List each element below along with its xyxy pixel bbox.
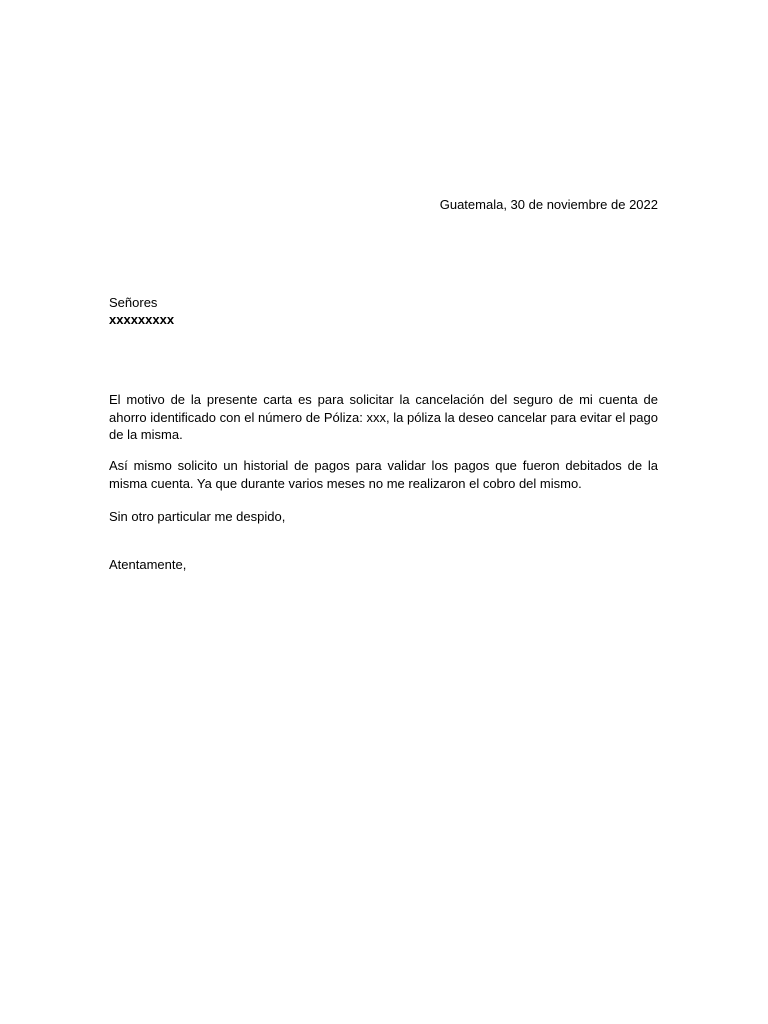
paragraph-farewell: Sin otro particular me despido, [109, 509, 286, 524]
paragraph-cancellation-request: El motivo de la presente carta es para solicitar la cancelación del seguro de mi cuenta de ahorro identificado con el número de Póliza: xxx, la póliza la deseo cancelar para evitar el pago de la misma. [109, 392, 658, 442]
recipient-name: xxxxxxxxx [109, 312, 175, 327]
paragraph-payment-history: Así mismo solicito un historial de pagos para validar los pagos que fueron debitados de la misma cuenta. Ya que durante varios meses no me realizaron el cobro del mismo. [109, 458, 658, 491]
recipient-salutation: Señores [109, 295, 158, 310]
closing-line: Atentamente, [109, 557, 187, 572]
date-line: Guatemala, 30 de noviembre de 2022 [439, 197, 658, 212]
recipient-block [109, 294, 174, 328]
